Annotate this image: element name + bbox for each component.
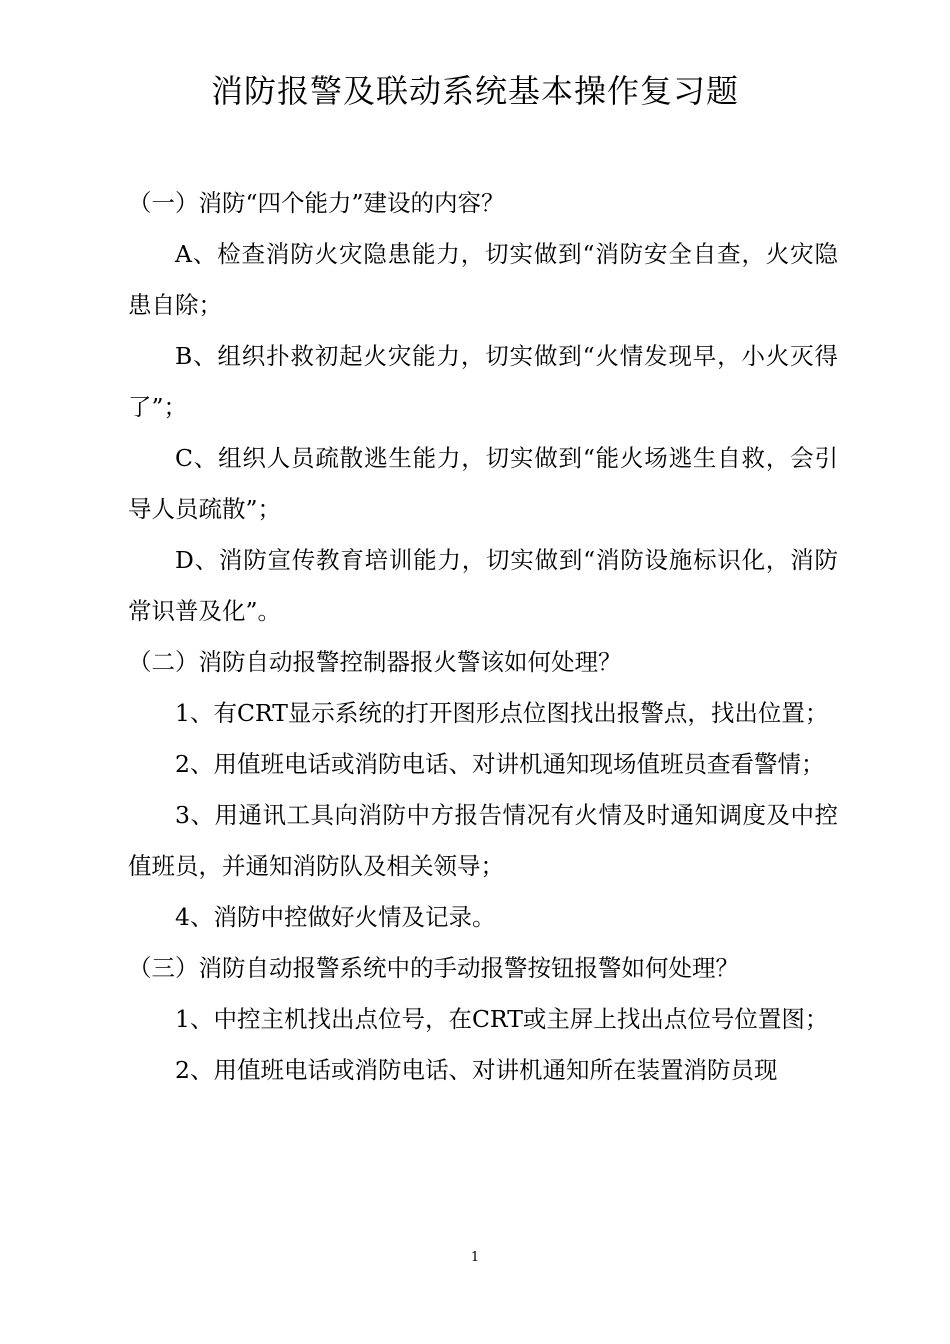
section-1-item-a: A、检查消防火灾隐患能力，切实做到“消防安全自查，火灾隐患自除； [128, 240, 838, 319]
section-1-heading: （一）消防“四个能力”建设的内容？ [128, 189, 505, 217]
section-1 [128, 178, 838, 637]
document-title: 消防报警及联动系统基本操作复习题 [210, 72, 739, 110]
page-number: 1 [470, 1250, 480, 1265]
section-1-item-d: D、消防宣传教育培训能力，切实做到“消防设施标识化，消防常识普及化”。 [128, 546, 838, 625]
section-2-item-3: 3、用通讯工具向消防中方报告情况有火情及时通知调度及中控值班员，并通知消防队及相关领导； [128, 801, 838, 880]
section-2-item-4: 4、消防中控做好火情及记录。 [175, 903, 496, 931]
section-2 [128, 637, 838, 943]
section-3-heading: （三）消防自动报警系统中的手动报警按钮报警如何处理？ [128, 954, 739, 982]
section-3-item-1: 1、中控主机找出点位号，在CRT或主屏上找出点位号位置图； [175, 1005, 829, 1033]
section-1-item-c: C、组织人员疏散逃生能力，切实做到“能火场逃生自救，会引导人员疏散”； [128, 444, 838, 523]
section-2-heading: （二）消防自动报警控制器报火警该如何处理？ [128, 648, 622, 676]
section-2-item-2: 2、用值班电话或消防电话、对讲机通知现场值班员查看警情； [175, 750, 825, 778]
section-3 [128, 943, 838, 1096]
section-3-item-2: 2、用值班电话或消防电话、对讲机通知所在装置消防员现 [175, 1056, 778, 1084]
section-1-item-b: B、组织扑救初起火灾能力，切实做到“火情发现早，小火灭得了”； [128, 342, 838, 421]
document-body [128, 178, 838, 1096]
section-2-item-1: 1、有CRT显示系统的打开图形点位图找出报警点，找出位置； [175, 699, 829, 727]
